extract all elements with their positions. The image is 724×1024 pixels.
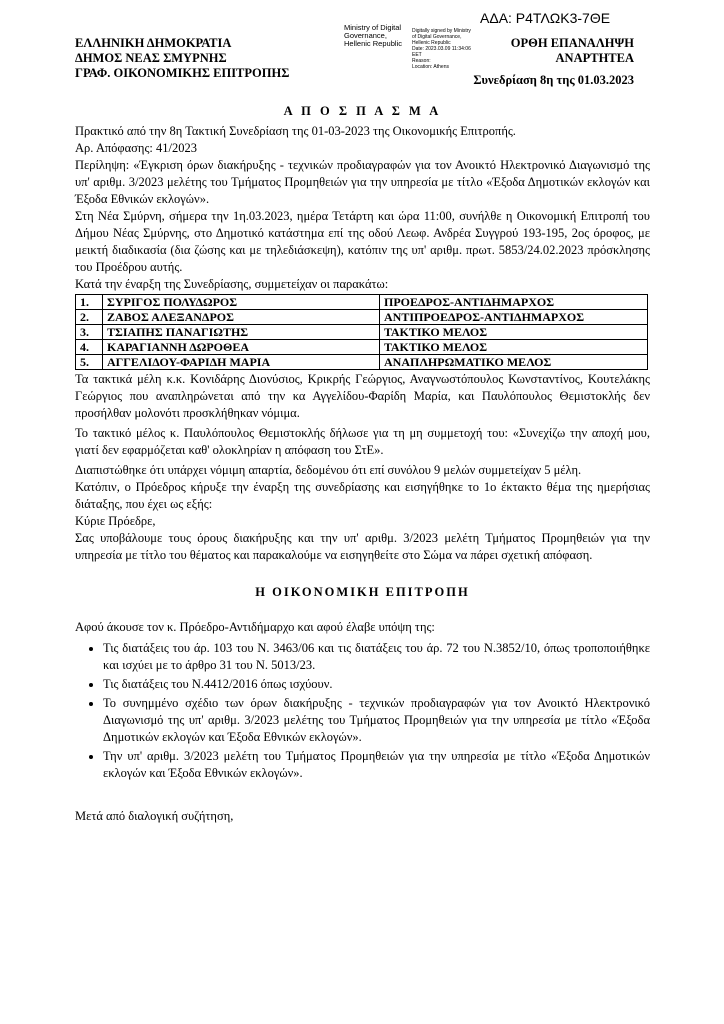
- agenda-item-intro: Κατόπιν, ο Πρόεδρος κήρυξε την έναρξη της συνεδρίασης και εισηγήθηκε το 1ο έκτακτο θέμα της ημερήσιας διάταξης, που έχει ως εξής:: [75, 480, 650, 511]
- signature-detail-line: Hellenic Republic: [412, 40, 451, 46]
- list-item: • Το συνημμένο σχέδιο των όρων διακήρυξης - τεχνικών προδιαγραφών για τον Ανοικτό Ηλεκτρονικό Διαγωνισμό της υπ' αριθμ. 3/2023 μελέτης του Τμήματος Προμηθειών για την υπηρεσία με τίτλο «Έξοδα Δημοτικών εκλογών και Έξοδα Εθνικών εκλογών».: [103, 695, 650, 746]
- considerations-intro: Αφού άκουσε τον κ. Πρόεδρο-Αντιδήμαρχο και αφού έλαβε υπόψη της:: [75, 620, 435, 634]
- list-item: • Τις διατάξεις του Ν.4412/2016 όπως ισχύουν.: [103, 676, 650, 693]
- decision-number: Αρ. Απόφασης: 41/2023: [75, 141, 197, 155]
- digital-signature-detail: [412, 28, 482, 70]
- member-name: ΖΑΒΟΣ ΑΛΕΞΑΝΔΡΟΣ: [103, 310, 380, 325]
- signature-detail-line: Date: 2023.03.09 11:34:06: [412, 46, 471, 52]
- member-name: ΚΑΡΑΓΙΑΝΝΗ ΔΩΡΟΘΕΑ: [103, 340, 380, 355]
- ada-code: ΑΔΑ: Ρ4ΤΛΩΚ3-7ΘΕ: [480, 10, 611, 26]
- salutation: Κύριε Πρόεδρε,: [75, 514, 156, 528]
- signature-detail-line: Location: Athens: [412, 64, 449, 70]
- list-item: • Τις διατάξεις του άρ. 103 του Ν. 3463/06 και τις διατάξεις του άρ. 72 του Ν.3852/10, όπως τροποποιήθηκε και ισχύει με το άρθρο 31 του Ν. 5013/23.: [103, 640, 650, 674]
- document-body: [75, 103, 650, 825]
- status-line: ΑΝΑΡΤΗΤΕΑ: [555, 51, 634, 65]
- member-name: ΑΓΓΕΛΙΔΟΥ-ΦΑΡΙΔΗ ΜΑΡΙΑ: [103, 355, 380, 370]
- member-number: 2.: [76, 310, 103, 325]
- issuer-block: [75, 36, 289, 81]
- member-number: 3.: [76, 325, 103, 340]
- member-name: ΣΥΡΙΓΟΣ ΠΟΛΥΔΩΡΟΣ: [103, 295, 380, 310]
- meeting-intro: Στη Νέα Σμύρνη, σήμερα την 1η.03.2023, ημέρα Τετάρτη και ώρα 11:00, συνήλθε η Οικονομική Επιτροπή του Δήμου Νέας Σμύρνης, στο Δημοτικό κατάστημα επί της οδού Λεωφ. Ανδρέα Συγγρού 193-195, 2ος όροφος, με μεικτή διαδικασία (δια ζώσης και με τηλεδιάσκεψη), κατόπιν της υπ' αριθμ. πρωτ. 5853/24.02.2023 πρόσκλησης του Προέδρου αυτής.: [75, 209, 650, 274]
- table-row: [76, 340, 648, 355]
- decision-summary: Περίληψη: «Έγκριση όρων διακήρυξης - τεχνικών προδιαγραφών για τον Ανοικτό Ηλεκτρονικό Διαγωνισμό της υπ' αριθμ. 3/2023 μελέτης του Τμήματος Προμηθειών για την υπηρεσία με τίτλο «Έξοδα Δημοτικών εκλογών και Έξοδα Εθνικών εκλογών».: [75, 158, 650, 206]
- closing-line: Μετά από διαλογική συζήτηση,: [75, 809, 234, 823]
- signature-detail-line: Digitally signed by Ministry: [412, 28, 471, 34]
- meeting-number: Συνεδρίαση 8η της 01.03.2023: [473, 73, 634, 87]
- signature-org-line: Hellenic Republic: [344, 39, 402, 48]
- signature-detail-line: of Digital Governance,: [412, 34, 462, 40]
- member-role: ΠΡΟΕΔΡΟΣ-ΑΝΤΙΔΗΜΑΡΧΟΣ: [380, 295, 648, 310]
- member-number: 1.: [76, 295, 103, 310]
- signature-org-line: Ministry of Digital: [344, 23, 402, 32]
- signature-detail-line: EET: [412, 52, 422, 58]
- table-row: [76, 355, 648, 370]
- absent-members-paragraph: Τα τακτικά μέλη κ.κ. Κονιδάρης Διονύσιος, Κρικρής Γεώργιος, Αναγνωστόπουλος Κωνσταντίνος, Κουτελάκης Γεώργιος που αναπληρώνεται από την κα Αγγελίδου-Φαρίδη Μαρία, και Παυλόπουλος Θεμιστοκλής δεν προσήλθαν μολονότι προσκλήθηκαν νόμιμα.: [75, 372, 650, 420]
- list-item: • Την υπ' αριθμ. 3/2023 μελέτη του Τμήματος Προμηθειών για την υπηρεσία με τίτλο «Έξοδα Δημοτικών εκλογών και Έξοδα Εθνικών εκλογών».: [103, 748, 650, 782]
- table-row: [76, 325, 648, 340]
- member-role: ΤΑΚΤΙΚΟ ΜΕΛΟΣ: [380, 340, 648, 355]
- attendance-intro: Κατά την έναρξη της Συνεδρίασης, συμμετείχαν οι παρακάτω:: [75, 277, 389, 291]
- table-row: [76, 310, 648, 325]
- status-line: ΟΡΘΗ ΕΠΑΝΑΛΗΨΗ: [510, 36, 634, 50]
- signature-org-line: Governance,: [344, 31, 387, 40]
- signature-detail-line: Reason:: [412, 58, 431, 64]
- issuer-line: ΓΡΑΦ. ΟΙΚΟΝΟΜΙΚΗΣ ΕΠΙΤΡΟΠΗΣ: [75, 66, 290, 80]
- considerations-list: [75, 640, 650, 782]
- members-table: [75, 294, 648, 370]
- member-role: ΑΝΑΠΛΗΡΩΜΑΤΙΚΟ ΜΕΛΟΣ: [380, 355, 648, 370]
- digital-signature-org: [344, 24, 402, 48]
- member-name: ΤΣΙΑΠΗΣ ΠΑΝΑΓΙΩΤΗΣ: [103, 325, 380, 340]
- issuer-line: ΔΗΜΟΣ ΝΕΑΣ ΣΜΥΡΝΗΣ: [75, 51, 227, 65]
- quorum-statement: Διαπιστώθηκε ότι υπάρχει νόμιμη απαρτία, δεδομένου ότι επί συνόλου 9 μελών συμμετείχαν 5 μέλη.: [75, 463, 582, 477]
- member-role: ΤΑΚΤΙΚΟ ΜΕΛΟΣ: [380, 325, 648, 340]
- proposal-paragraph: Σας υποβάλουμε τους όρους διακήρυξης και την υπ' αριθμ. 3/2023 μελέτη Τμήματος Προμηθειών για την υπηρεσία με τίτλο του θέματος και παρακαλούμε να εισηγηθείτε στο Σώμα να πάρει σχετική απόφαση.: [75, 531, 650, 562]
- issuer-line: ΕΛΛΗΝΙΚΗ ΔΗΜΟΚΡΑΤΙΑ: [75, 36, 232, 50]
- member-number: 4.: [76, 340, 103, 355]
- abstention-statement: Το τακτικό μέλος κ. Παυλόπουλος Θεμιστοκλής δήλωσε για τη μη συμμετοχή του: «Συνεχίζω την αποχή μου, γιατί δεν εφαρμόζεται καθ' ολοκληρίαν η απόφαση του ΣτΕ».: [75, 426, 650, 457]
- section-title: Η ΟΙΚΟΝΟΜΙΚΗ ΕΠΙΤΡΟΠΗ: [255, 585, 470, 599]
- table-row: [76, 295, 648, 310]
- document-title: Α Π Ο Σ Π Α Σ Μ Α: [283, 104, 442, 118]
- status-block: [511, 36, 634, 66]
- member-role: ΑΝΤΙΠΡΟΕΔΡΟΣ-ΑΝΤΙΔΗΜΑΡΧΟΣ: [380, 310, 648, 325]
- minutes-line: Πρακτικό από την 8η Τακτική Συνεδρίαση της 01-03-2023 της Οικονομικής Επιτροπής.: [75, 124, 516, 138]
- member-number: 5.: [76, 355, 103, 370]
